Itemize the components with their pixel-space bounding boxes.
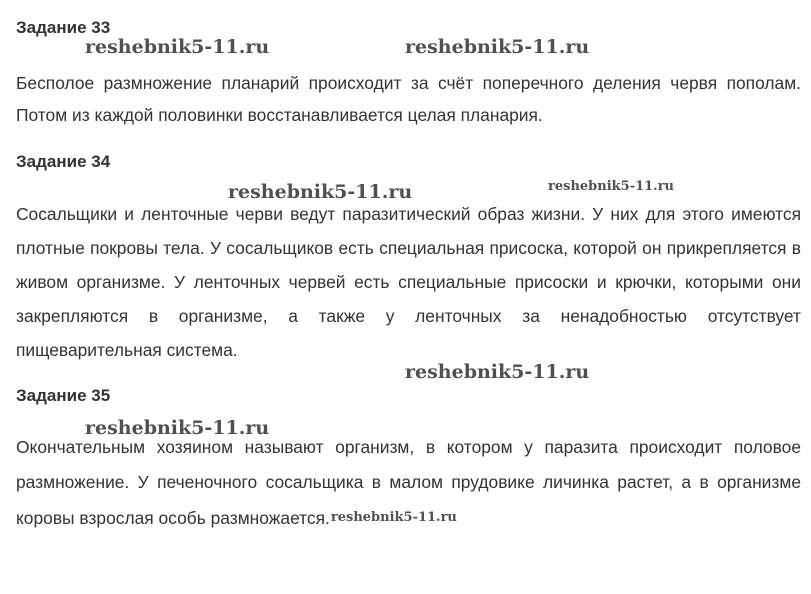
watermark-6: reshebnik5-11.ru	[85, 417, 270, 439]
watermark-4: reshebnik5-11.ru	[548, 179, 675, 194]
task-35-text	[16, 430, 801, 536]
watermark-1: reshebnik5-11.ru	[85, 36, 270, 58]
task-34-text: Сосальщики и ленточные черви ведут паразитический образ жизни. У них для этого имеются плотные покровы тела. У сосальщиков есть специальная присоска, которой он прикрепляется в живом организме. У ленточных червей есть специальные присоски и крючки, которыми они закрепляются в организме, а также у ленточных за ненадобностью отсутствует пищеварительная система.	[16, 204, 801, 360]
watermark-5: reshebnik5-11.ru	[405, 361, 590, 383]
task-35-heading: Задание 35	[16, 386, 111, 405]
task-34-heading: Задание 34	[16, 152, 111, 171]
task-33-text: Бесполое размножение планарий происходит за счёт поперечного деления червя пополам. Потом из каждой половинки восстанавливается целая планария.	[16, 73, 801, 125]
task-33-heading: Задание 33	[16, 18, 111, 37]
watermark-2: reshebnik5-11.ru	[405, 36, 590, 58]
task-35-text-body: Окончательным хозяином называют организм, в котором у паразита происходит половое размножение. У печеночного сосальщика в малом прудовике личинка растет, а в организме коровы взрослая особь размножается.	[16, 437, 801, 528]
watermark-inline: reshebnik5-11.ru	[330, 510, 457, 525]
watermark-3: reshebnik5-11.ru	[228, 181, 413, 203]
